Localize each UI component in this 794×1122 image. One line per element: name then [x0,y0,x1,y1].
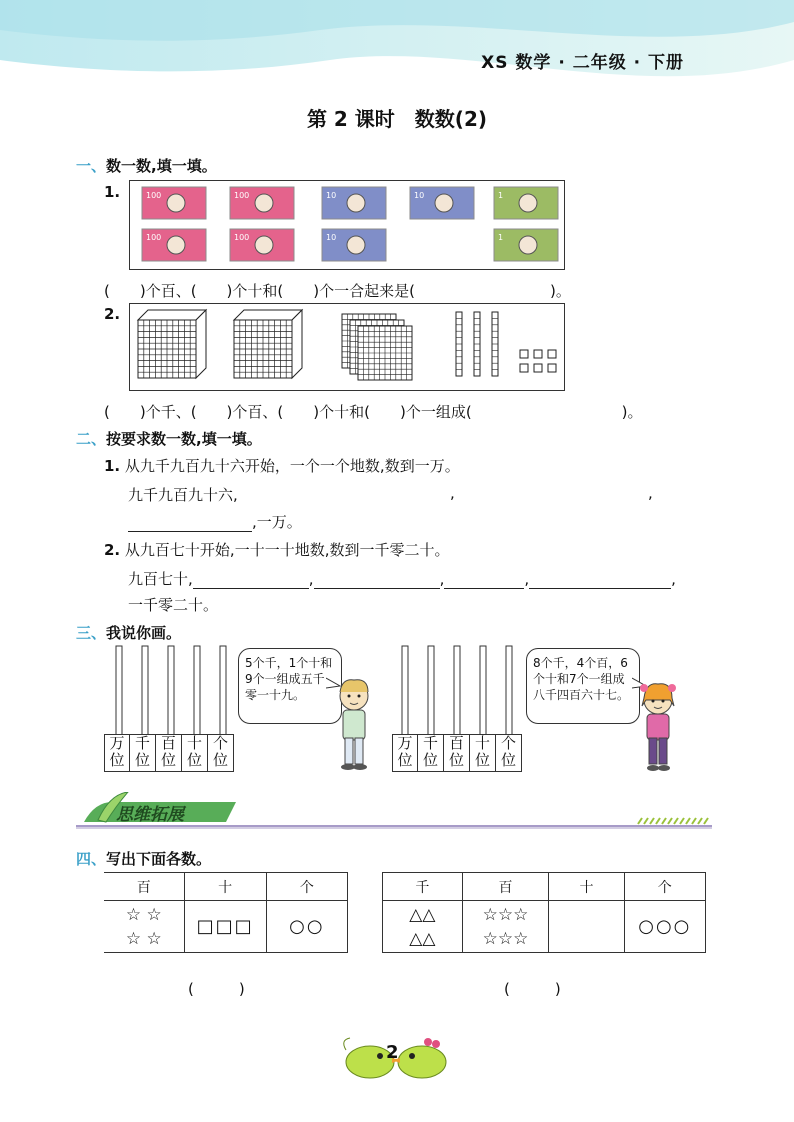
place-label-shi: 十位 [469,734,495,772]
table1-cell-stars: ☆ ☆ ☆ ☆ [104,901,184,953]
s1-q1-answer-line: ( )个百、( )个十和( )个一合起来是( )。 [104,282,571,300]
table1-cell-squares: □□□ [184,901,266,953]
s2-q1-text: 从九千九百九十六开始，一个一个地数,数到一万。 [124,457,460,475]
table1-header-ge: 个 [266,873,347,901]
banknote-10 [410,187,474,219]
s1-q1-number: 1. [104,183,121,201]
lesson-title: 第 2 课时 数数(2) [306,107,488,131]
section4-title: 写出下面各数。 [106,850,212,868]
answer-paren-1[interactable]: ( ) [188,980,245,998]
boy-figure-icon [328,672,376,774]
section3-number: 三、 [76,624,107,642]
s2-q1-start: 九千九百九十六, [128,486,238,504]
right-speech-bubble: 8个千，4个百，6个十和7个一组成八千四百六十七。 [526,648,640,724]
thousand-cube [138,310,206,378]
unit-cube [548,350,556,358]
base-ten-blocks-illustration [130,304,564,390]
svg-text:10: 10 [414,191,425,200]
s2-q2-start: 九百七十, [128,570,193,588]
banknote-1 [494,187,558,219]
s2-q2 [104,539,449,560]
place-label-ge: 个位 [207,734,234,772]
answer-blank[interactable] [314,572,440,589]
table2-cell-empty [549,901,624,953]
answer-blank[interactable] [529,572,671,589]
left-abacus-labels [104,734,234,772]
banknote-100 [142,187,206,219]
place-value-table-1 [104,872,348,953]
answer-paren-2[interactable]: ( ) [504,980,561,998]
section1-heading [76,155,217,176]
banknote-10 [322,187,386,219]
s1-q2-answer-line: ( )个千、( )个百、( )个十和( )个一组成( )。 [104,403,643,421]
right-abacus-rods [392,640,522,736]
s1-q2-number: 2. [104,305,121,323]
s2-q1-number: 1. [104,457,121,475]
svg-text:1: 1 [498,233,504,242]
section1-title: 数一数,填一填。 [106,157,217,175]
thousand-cube [234,310,302,378]
right-abacus-labels [392,734,522,772]
svg-text:10: 10 [326,191,337,200]
place-label-qian: 千位 [417,734,443,772]
ten-rod [456,312,462,376]
place-label-bai: 百位 [443,734,469,772]
answer-blank[interactable] [193,572,309,589]
place-label-wan: 万位 [392,734,417,772]
answer-blank[interactable] [128,515,252,532]
banknote-1 [494,229,558,261]
svg-text:10: 10 [326,233,337,242]
banknote-panel [129,180,565,270]
banknote-100 [142,229,206,261]
table1-header-bai: 百 [104,873,184,901]
place-label-shi: 十位 [181,734,207,772]
s2-q1-line2 [128,511,302,532]
unit-cube [520,350,528,358]
table1-header-shi: 十 [184,873,266,901]
comma: , [450,484,455,502]
blocks-panel [129,303,565,391]
banknotes-illustration [130,181,564,269]
svg-text:100: 100 [146,191,162,200]
table2-cell-circles: ○○○ [624,901,705,953]
unit-cube [534,364,542,372]
unit-cube [548,364,556,372]
section4-heading [76,848,211,869]
table1-cell-circles: ○○ [266,901,347,953]
left-abacus-rods [104,640,234,736]
table2-cell-stars: ☆☆☆ ☆☆☆ [462,901,549,953]
s2-q1 [104,455,460,476]
section2-number: 二、 [76,430,107,448]
girl-figure-icon [634,676,682,776]
banknote-100 [230,229,294,261]
s2-q2-number: 2. [104,541,121,559]
place-label-wan: 万位 [104,734,129,772]
place-label-qian: 千位 [129,734,155,772]
section2-heading [76,428,262,449]
svg-text:100: 100 [146,233,162,242]
svg-text:100: 100 [234,191,250,200]
s2-q2-text: 从九百七十开始,一十一十地数,数到一千零二十。 [124,541,450,559]
table2-header-qian: 千 [383,873,463,901]
section1-number: 一、 [76,157,107,175]
page-number: 2 [386,1042,399,1063]
unit-cube [534,350,542,358]
banknote-100 [230,187,294,219]
answer-blank[interactable] [444,572,524,589]
comma: , [648,484,653,502]
table2-header-ge: 个 [624,873,705,901]
s2-q1-end: ,一万。 [252,513,302,531]
hundred-flat [358,326,412,380]
book-header: XS 数学 · 二年级 · 下册 [481,53,684,73]
table2-header-bai: 百 [462,873,549,901]
section4-number: 四、 [76,850,107,868]
banknote-10 [322,229,386,261]
s2-q2-line1: 九百七十, , , , , [128,570,676,588]
place-label-ge: 个位 [495,734,522,772]
place-value-table-2 [382,872,706,953]
s2-q1-line1 [128,484,718,505]
ten-rod [492,312,498,376]
svg-text:1: 1 [498,191,504,200]
table2-cell-triangles: △△ △△ [383,901,463,953]
s2-q2-end: 一千零二十。 [128,596,219,614]
left-speech-bubble: 5个千，1个十和9个一组成五千零一十九。 [238,648,342,724]
section3-title: 我说你画。 [106,624,182,642]
ten-rod [474,312,480,376]
table2-header-shi: 十 [549,873,624,901]
section2-title: 按要求数一数,填一填。 [106,430,262,448]
unit-cube [520,364,528,372]
expand-title: 思维拓展 [116,805,184,825]
svg-text:100: 100 [234,233,250,242]
place-label-bai: 百位 [155,734,181,772]
